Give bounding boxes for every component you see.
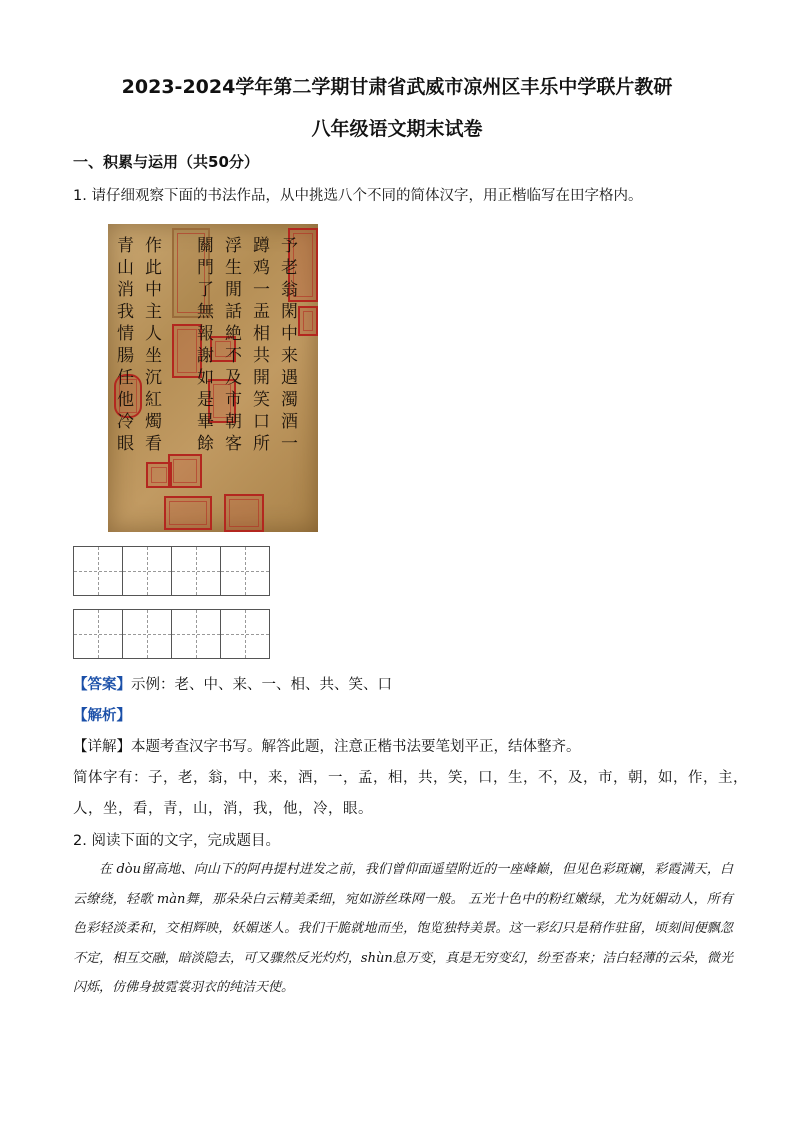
exam-title-line1: 2023-2024学年第二学期甘肃省武威市凉州区丰乐中学联片教研 (121, 76, 673, 98)
tianzige-cell[interactable] (171, 546, 221, 596)
detail-label: 【详解】 (73, 739, 131, 755)
tianzige-cell[interactable] (220, 546, 270, 596)
tianzige-grid-row-1[interactable] (73, 546, 269, 596)
tianzige-cell[interactable] (122, 609, 172, 659)
question-2-prompt: 2. 阅读下面的文字，完成题目。 (73, 833, 280, 849)
calligraphy-column: 關門了無報謝如是畢餘 (193, 236, 213, 456)
question-1-prompt: 1. 请仔细观察下面的书法作品，从中挑选八个不同的简体汉字，用正楷临写在田字格内。 (73, 188, 643, 204)
reading-passage (73, 855, 733, 1003)
tianzige-cell[interactable] (73, 546, 123, 596)
calligraphy-column: 蹲鸡一盂相共開笑口所 (249, 236, 269, 456)
seal-stamp (168, 454, 202, 488)
simplified-chars-line1: 简体字有：子，老，翁，中，来，酒，一，孟，相，共，笑，口，生，不，及，市，朝，如，作，主， (73, 770, 748, 786)
calligraphy-column: 青山消我情腸任他冷眼 (113, 236, 133, 456)
answer-label: 【答案】 (73, 677, 131, 693)
exam-title-line2: 八年级语文期末试卷 (311, 118, 483, 140)
calligraphy-column: 浮生閒話絶不及市朝客 (221, 236, 241, 456)
tianzige-grid-row-2[interactable] (73, 609, 269, 659)
tianzige-cell[interactable] (73, 609, 123, 659)
seal-stamp (298, 306, 318, 336)
passage-text: 在 dòu留高地、向山下的阿冉提村进发之前，我们曾仰面遥望附近的一座峰巅，但见色彩斑斓，彩霞满天，白云缭绕，轻歌 màn舞，那朵朵白云精美柔细，宛如游丝珠网一般。 五光十色中的粉红嫩绿，尤为妩媚动人，所有色彩轻淡柔和，交相辉映，妖媚迷人。我们干脆就地而坐，饱览独特美景。这一彩幻只是稍作驻留，顷刻间便飘忽不定，相互交融，暗淡隐去，可又骤然反光灼灼，shùn息万变，真是无穷变幻，纷至沓来；洁白轻薄的云朵，微光闪烁，仿佛身披霓裳羽衣的纯洁天使。 (73, 862, 733, 995)
analysis-line (73, 704, 733, 725)
detail-text: 本题考查汉字书写。解答此题，注意正楷书法要笔划平正，结体整齐。 (131, 739, 581, 755)
seal-stamp (146, 462, 172, 488)
seal-stamp (224, 494, 264, 532)
calligraphy-column: 予老翁閑中来遇濁酒一 (277, 236, 297, 456)
answer-line (73, 673, 733, 694)
analysis-label: 【解析】 (73, 708, 131, 724)
calligraphy-column: 作此中主人坐沉紅燭看 (141, 236, 161, 456)
tianzige-cell[interactable] (220, 609, 270, 659)
calligraphy-image (108, 224, 318, 532)
tianzige-cell[interactable] (171, 609, 221, 659)
simplified-chars-line2: 人，坐，看，青，山，消，我，他，冷，眼。 (73, 801, 373, 817)
seal-stamp (164, 496, 212, 530)
tianzige-cell[interactable] (122, 546, 172, 596)
section-heading: 一、积累与运用（共50分） (73, 153, 259, 171)
answer-text: 示例：老、中、来、一、相、共、笑、口 (131, 677, 392, 693)
detail-line (73, 735, 733, 756)
